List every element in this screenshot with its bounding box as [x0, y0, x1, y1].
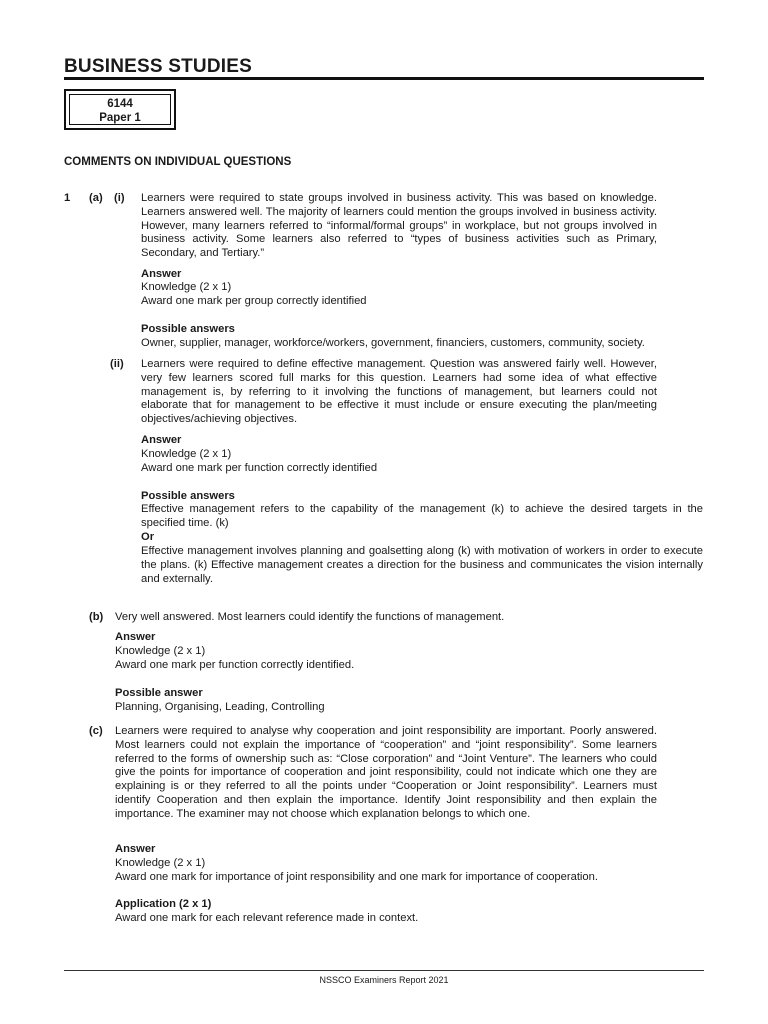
comment-a-ii: Learners were required to define effective management. Question was answered fairly well. However, very few learners scored full marks for this question. Learners had some idea of what effective management is, by referring to it involving the functions of management, but learners could not elaborate that for management to be effective it must include or ensure executing the plan/meeting objectives/achieving objectives.	[141, 358, 657, 426]
subpart-label-i: (i)	[114, 192, 125, 204]
possible-text-a-ii-1: Effective management refers to the capability of the management (k) to achieve the desired targets in the specified time. (k)	[141, 503, 703, 529]
part-label-a: (a)	[89, 192, 103, 204]
possible-text-b: Planning, Organising, Leading, Controlling	[115, 701, 325, 713]
part-label-b: (b)	[89, 611, 104, 623]
comment-b: Very well answered. Most learners could identify the functions of management.	[115, 611, 505, 623]
answer-line-c-2: Award one mark for importance of joint responsibility and one mark for importance of cooperation.	[115, 871, 598, 883]
answer-line-c-1: Knowledge (2 x 1)	[115, 857, 206, 869]
footer-rule	[64, 970, 704, 971]
part-label-c: (c)	[89, 725, 103, 737]
answer-heading-a-ii: Answer	[141, 434, 182, 446]
answer-line-a-i-2: Award one mark per group correctly identified	[141, 295, 367, 307]
title-rule	[64, 77, 704, 80]
answer-line-b-2: Award one mark per function correctly identified.	[115, 659, 355, 671]
paper-code-box-inner	[69, 94, 171, 125]
section-heading: COMMENTS ON INDIVIDUAL QUESTIONS	[64, 156, 292, 168]
answer-line-b-1: Knowledge (2 x 1)	[115, 645, 206, 657]
subpart-label-ii: (ii)	[110, 358, 124, 370]
page-footer: NSSCO Examiners Report 2021	[319, 975, 449, 985]
question-number: 1	[64, 192, 71, 204]
answer-heading-a-i: Answer	[141, 268, 182, 280]
comment-c: Learners were required to analyse why cooperation and joint responsibility are important. Poorly answered. Most learners could not explain the importance of “cooperation” and “joint responsibility”. Some learners referred to the forms of ownership such as: “Close corporation” and “Joint Venture”. The learners who could give the points for importance of cooperation and joint responsibility, could not indicate which one they are explaining is or they referred to all the points under “Cooperation or Joint responsibility”. Learners must identify Cooperation and then explain the importance. Identify Joint responsibility and then explain the importance. The examiner may not choose which explanation belongs to which one.	[115, 725, 657, 820]
or-label: Or	[141, 531, 155, 543]
possible-heading-b: Possible answer	[115, 687, 203, 699]
possible-heading-a-ii: Possible answers	[141, 490, 235, 502]
application-text-c: Award one mark for each relevant reference made in context.	[115, 912, 419, 924]
answer-heading-b: Answer	[115, 631, 156, 643]
answer-line-a-i-1: Knowledge (2 x 1)	[141, 281, 232, 293]
paper-code-box	[64, 89, 176, 130]
comment-a-i: Learners were required to state groups involved in business activity. This was based on knowledge. Learners answered well. The majority of learners could mention the groups involved in business activity. However, many learners referred to “informal/formal groups” in workplace, but not groups involved in business activity. Some learners also referred to “types of business activities such as Primary, Secondary, and Tertiary.”	[141, 192, 657, 260]
answer-heading-c: Answer	[115, 843, 156, 855]
possible-heading-a-i: Possible answers	[141, 323, 235, 335]
paper-code: 6144	[107, 98, 133, 110]
possible-text-a-i: Owner, supplier, manager, workforce/workers, government, financiers, customers, community, society.	[141, 337, 645, 349]
possible-text-a-ii-2: Effective management involves planning and goalsetting along (k) with motivation of workers in order to execute the plans. (k) Effective management creates a direction for the business and communicates the vision internally and externally.	[141, 545, 703, 585]
application-heading-c: Application (2 x 1)	[115, 898, 212, 910]
paper-name: Paper 1	[99, 112, 141, 124]
answer-line-a-ii-1: Knowledge (2 x 1)	[141, 448, 232, 460]
page-title: BUSINESS STUDIES	[64, 56, 252, 77]
answer-line-a-ii-2: Award one mark per function correctly identified	[141, 462, 378, 474]
